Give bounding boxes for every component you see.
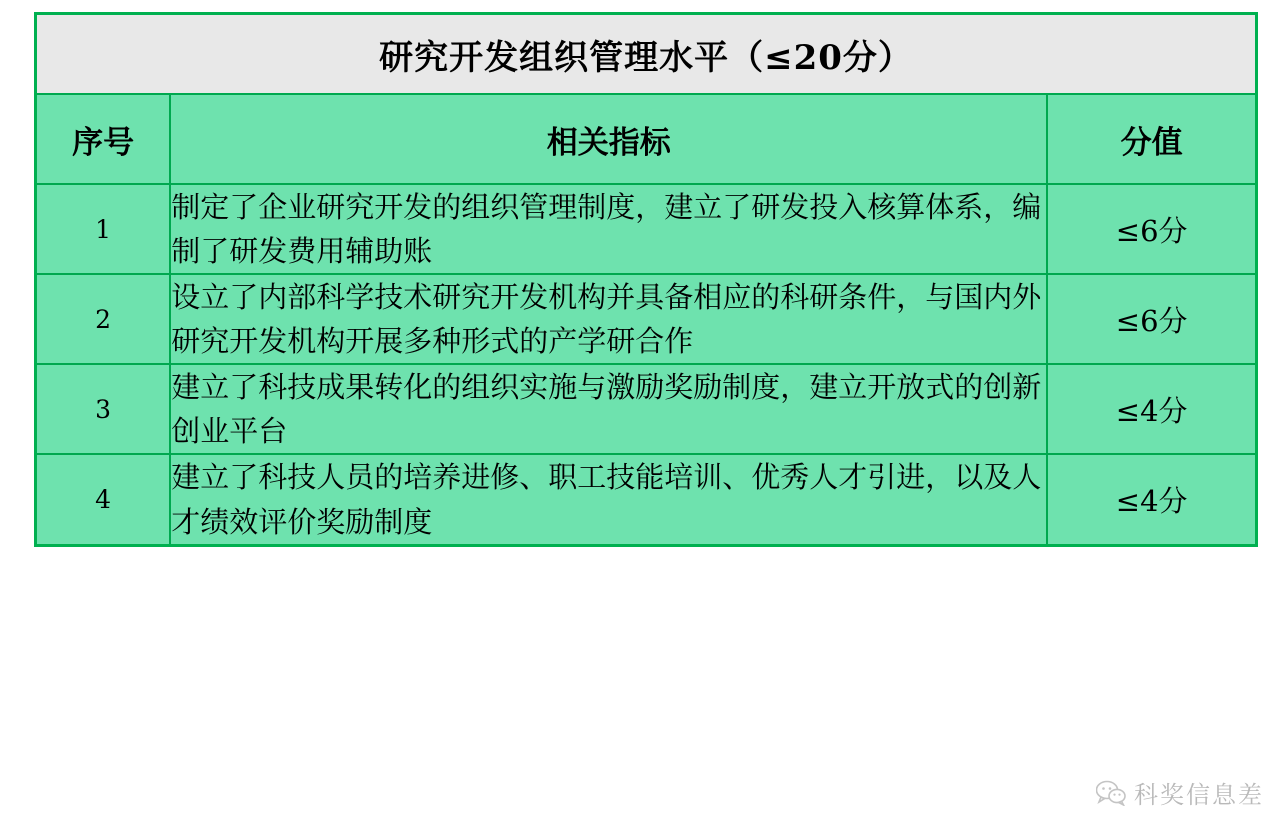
table-title-row bbox=[36, 14, 1257, 95]
row-score: ≤4分 bbox=[1047, 454, 1256, 545]
column-header-index: 序号 bbox=[36, 94, 171, 184]
watermark-label: 科奖信息差 bbox=[1134, 781, 1264, 809]
row-index: 1 bbox=[36, 184, 171, 274]
column-header-indicator: 相关指标 bbox=[170, 94, 1047, 184]
row-indicator: 建立了科技人员的培养进修、职工技能培训、优秀人才引进，以及人才绩效评价奖励制度 bbox=[170, 454, 1047, 545]
row-score: ≤4分 bbox=[1047, 364, 1256, 454]
score-table bbox=[34, 12, 1258, 547]
row-indicator: 建立了科技成果转化的组织实施与激励奖励制度，建立开放式的创新创业平台 bbox=[170, 364, 1047, 454]
table-row bbox=[36, 184, 1257, 274]
row-indicator: 制定了企业研究开发的组织管理制度，建立了研发投入核算体系，编制了研发费用辅助账 bbox=[170, 184, 1047, 274]
table-row bbox=[36, 364, 1257, 454]
row-index: 3 bbox=[36, 364, 171, 454]
row-score: ≤6分 bbox=[1047, 184, 1256, 274]
table-header-row bbox=[36, 94, 1257, 184]
table-row bbox=[36, 274, 1257, 364]
row-score: ≤6分 bbox=[1047, 274, 1256, 364]
watermark bbox=[1096, 775, 1264, 810]
row-indicator: 设立了内部科学技术研究开发机构并具备相应的科研条件，与国内外研究开发机构开展多种形式的产学研合作 bbox=[170, 274, 1047, 364]
wechat-icon bbox=[1096, 780, 1126, 806]
column-header-score: 分值 bbox=[1047, 94, 1256, 184]
page-title: 研究开发组织管理水平（≤20分） bbox=[36, 14, 1257, 95]
table-row bbox=[36, 454, 1257, 545]
row-index: 2 bbox=[36, 274, 171, 364]
row-index: 4 bbox=[36, 454, 171, 545]
